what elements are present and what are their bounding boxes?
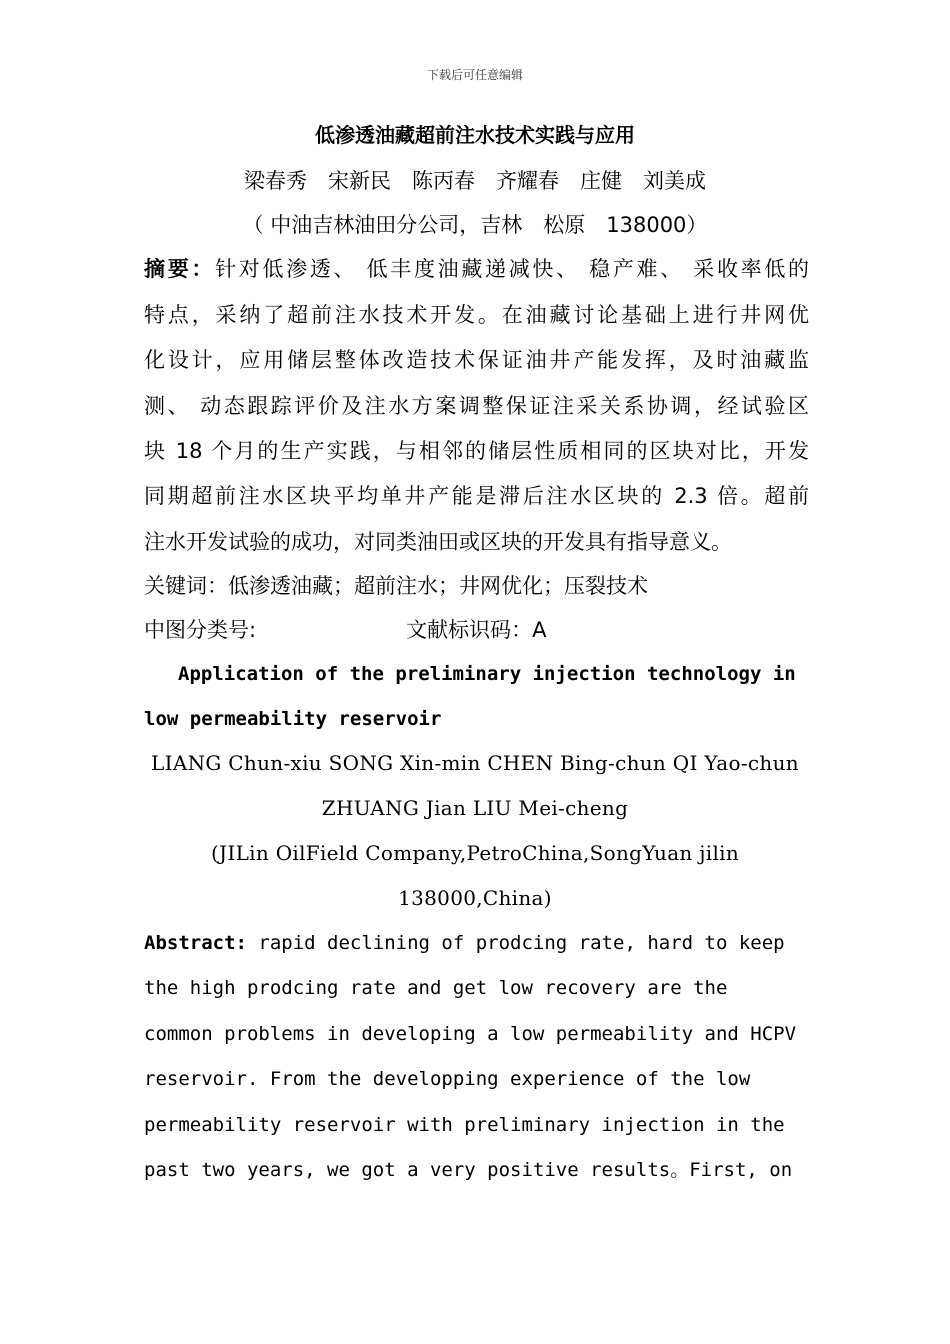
abstract-en-line: Abstract: rapid declining of prodcing rate, hard to keep <box>144 932 785 954</box>
abstract-cn-label: 摘要： <box>144 257 216 281</box>
clc-label: 中图分类号: <box>144 618 257 642</box>
doc-code: 文献标识码：A <box>406 618 547 642</box>
title-en-line1: Application of the preliminary injection technology in <box>178 663 796 685</box>
authors-en-line1: LIANG Chun-xiu SONG Xin-min CHEN Bing-chun QI Yao-chun <box>151 751 799 775</box>
abstract-cn-line: 化设计，应用储层整体改造技术保证油井产能发挥，及时油藏监 <box>144 348 809 372</box>
abstract-cn-line: 测、 动态跟踪评价及注水方案调整保证注采关系协调，经试验区 <box>144 394 809 418</box>
abstract-en-label: Abstract: <box>144 932 247 954</box>
affiliation-en-line1: (JILin OilField Company,PetroChina,SongYuan jilin <box>210 841 740 865</box>
title-en-line2: low permeability reservoir <box>144 708 442 730</box>
abstract-cn-line: 注水开发试验的成功，对同类油田或区块的开发具有指导意义。 <box>144 530 732 554</box>
affiliation-en-line2: 138000,China) <box>398 886 552 910</box>
keywords-cn: 关键词：低渗透油藏；超前注水；井网优化；压裂技术 <box>144 574 648 598</box>
abstract-cn-line: 摘要：针对低渗透、 低丰度油藏递减快、 稳产难、 采收率低的 <box>144 257 810 281</box>
authors-cn: 梁春秀 宋新民 陈丙春 齐耀春 庄健 刘美成 <box>244 169 706 193</box>
abstract-en-line: the high prodcing rate and get low recovery are the <box>144 977 728 999</box>
title-cn: 低渗透油藏超前注水技术实践与应用 <box>315 123 635 147</box>
authors-en-line2: ZHUANG Jian LIU Mei-cheng <box>321 796 629 820</box>
abstract-cn-line: 特点，采纳了超前注水技术开发。在油藏讨论基础上进行井网优 <box>144 303 809 327</box>
affiliation-cn: （ 中油吉林油田分公司，吉林 松原 138000） <box>242 213 708 237</box>
abstract-en-line: permeability reservoir with preliminary injection in the <box>144 1114 785 1136</box>
classification-line <box>144 615 809 645</box>
abstract-en-line: common problems in developing a low permeability and HCPV <box>144 1023 797 1045</box>
abstract-cn-line: 同期超前注水区块平均单井产能是滞后注水区块的 2.3 倍。超前 <box>144 484 809 508</box>
abstract-en-line: past two years, we got a very positive results。First, on <box>144 1159 793 1181</box>
page-header: 下载后可任意编辑 <box>426 68 523 82</box>
abstract-cn-line: 块 18 个月的生产实践，与相邻的储层性质相同的区块对比，开发 <box>144 439 809 463</box>
abstract-en-line: reservoir. From the developping experience of the low <box>144 1068 751 1090</box>
